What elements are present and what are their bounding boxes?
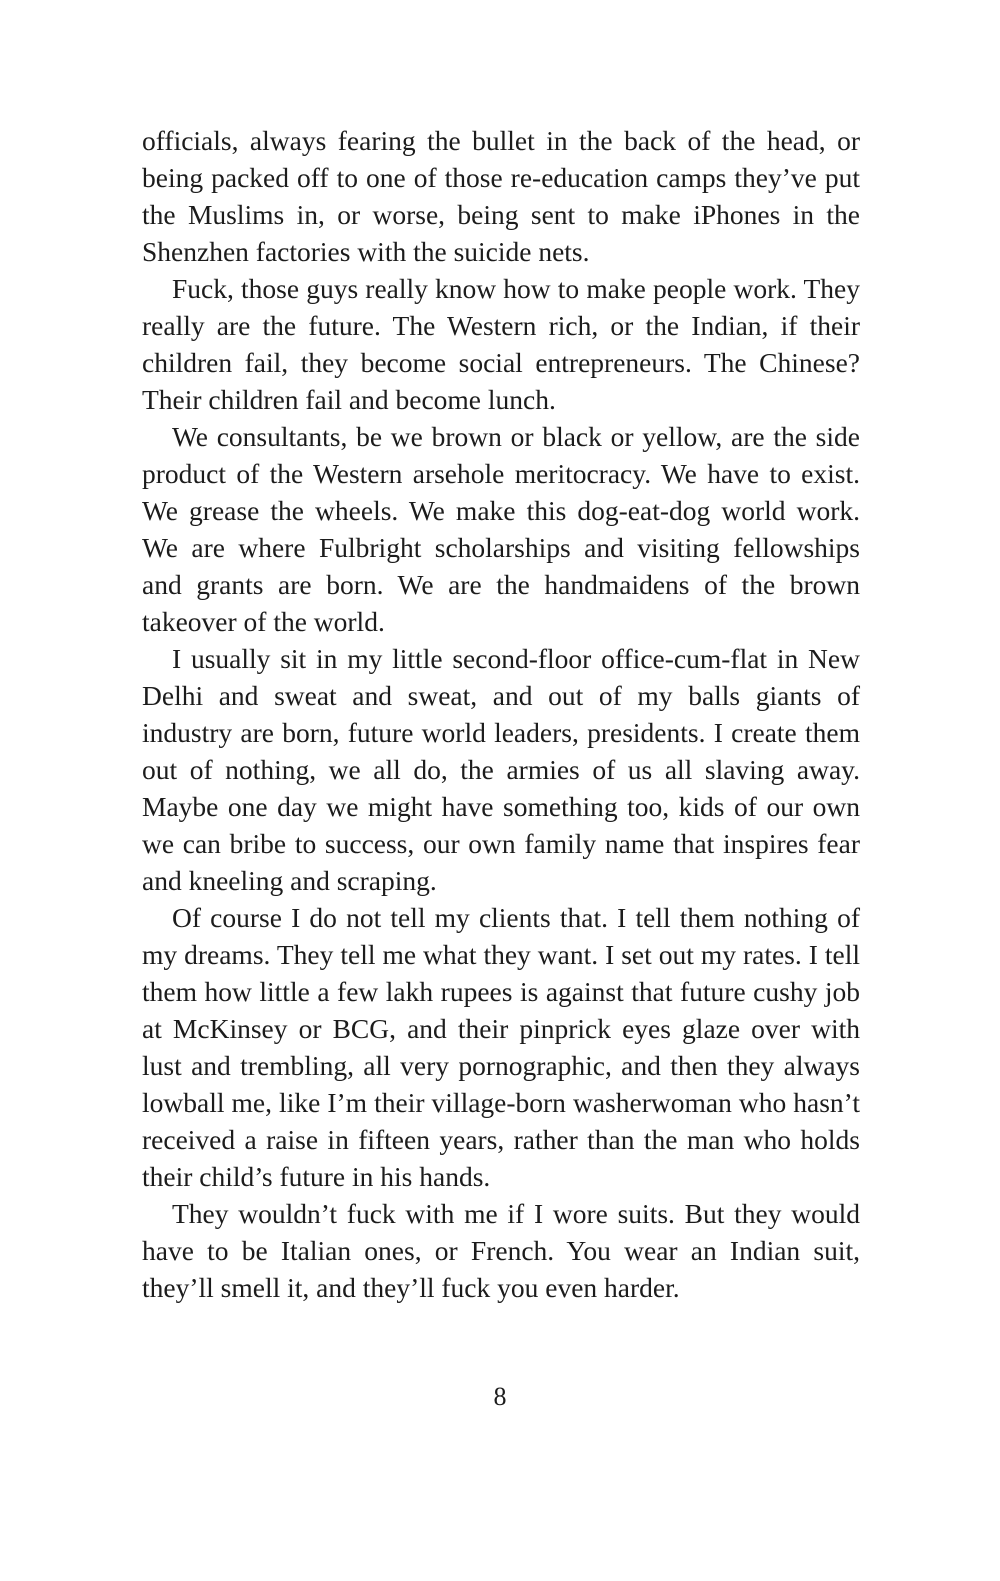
paragraph: They wouldn’t fuck with me if I wore suits. But they would have to be Italian ones, or French. You wear an Indian suit, they’ll smell it, and they’ll fuck you even harder. [142, 1198, 860, 1303]
paragraph: We consultants, be we brown or black or yellow, are the side product of the Western arsehole meritocracy. We have to exist. We grease the wheels. We make this dog-eat-dog world work. We are where Fulbright scholarships and visiting fellowships and grants are born. We are the handmaidens of the brown takeover of the world. [142, 421, 860, 637]
body-text [142, 122, 860, 1306]
paragraph-continued: officials, always fearing the bullet in the back of the head, or being packed off to one of those re-education camps they’ve put the Muslims in, or worse, being sent to make iPhones in the Shenzhen factories with the suicide nets. [142, 125, 860, 267]
paragraph: Fuck, those guys really know how to make people work. They really are the future. The Western rich, or the Indian, if their children fail, they become social entrepreneurs. The Chinese? Their children fail and become lunch. [142, 273, 860, 415]
paragraph: Of course I do not tell my clients that. I tell them nothing of my dreams. They tell me what they want. I set out my rates. I tell them how little a few lakh rupees is against that future cushy job at McKinsey or BCG, and their pinprick eyes glaze over with lust and trembling, all very pornographic, and then they always lowball me, like I’m their village-born washerwoman who hasn’t received a raise in fifteen years, rather than the man who holds their child’s future in his hands. [142, 902, 860, 1192]
page-number: 8 [493, 1382, 507, 1411]
paragraph: I usually sit in my little second-floor office-cum-flat in New Delhi and sweat and sweat, and out of my balls giants of industry are born, future world leaders, presidents. I create them out of nothing, we all do, the armies of us all slaving away. Maybe one day we might have something too, kids of our own we can bribe to success, our own family name that inspires fear and kneeling and scraping. [142, 643, 860, 896]
